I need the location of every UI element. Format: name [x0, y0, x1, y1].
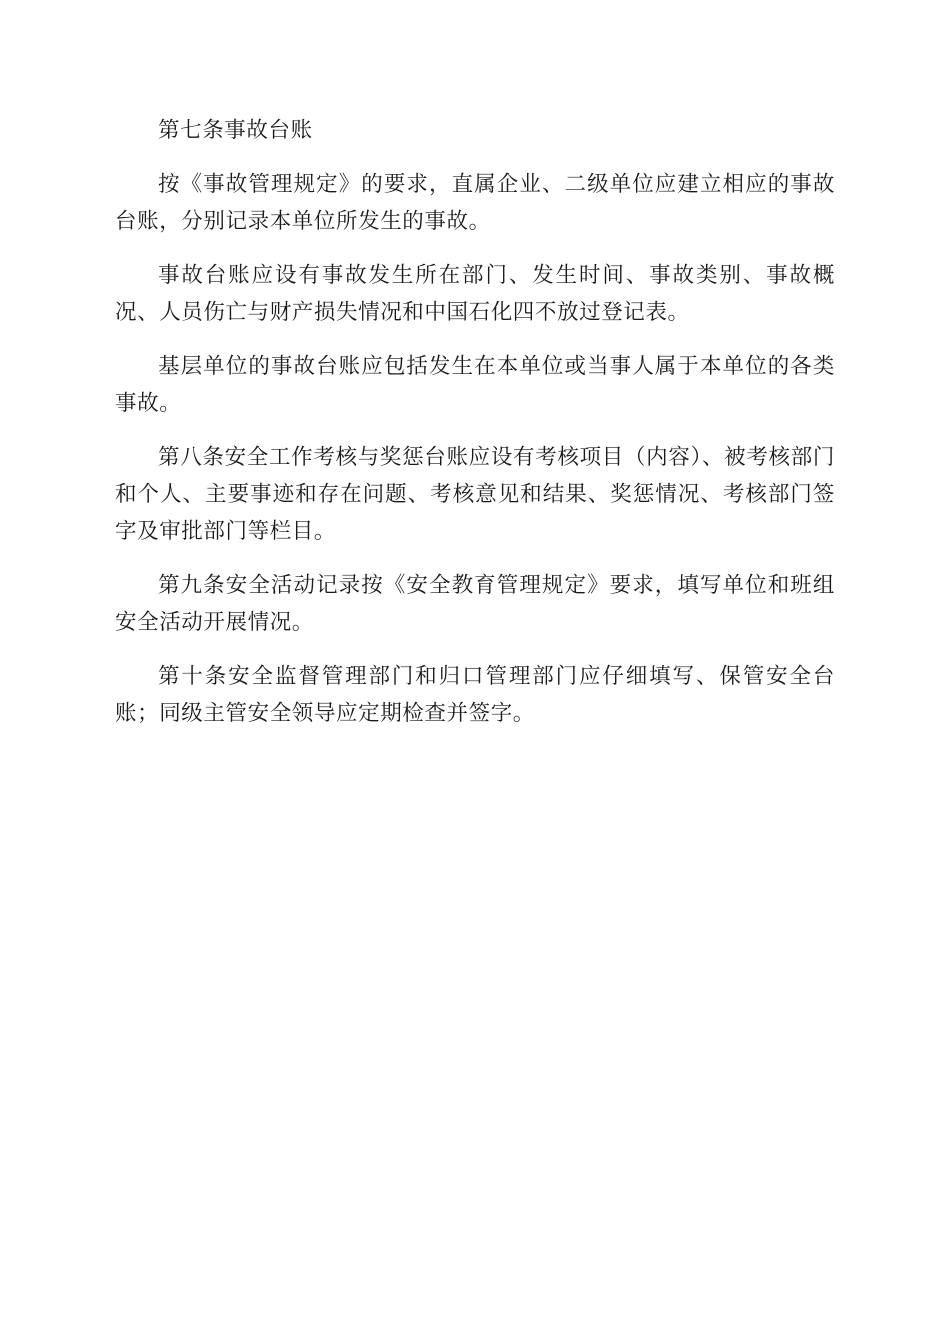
accident-ledger-contents-paragraph: 事故台账应设有事故发生所在部门、发生时间、事故类别、事故概况、人员伤亡与财产损失情况和中国石化四不放过登记表。	[115, 263, 835, 325]
article-7-heading: 第七条事故台账	[158, 118, 313, 143]
article-9-paragraph: 第九条安全活动记录按《安全教育管理规定》要求，填写单位和班组安全活动开展情况。	[115, 573, 835, 635]
article-8-paragraph: 第八条安全工作考核与奖惩台账应设有考核项目（内容）、被考核部门和个人、主要事迹和存在问题、考核意见和结果、奖惩情况、考核部门签字及审批部门等栏目。	[115, 445, 835, 544]
document-body	[115, 112, 835, 749]
grassroots-ledger-paragraph: 基层单位的事故台账应包括发生在本单位或当事人属于本单位的各类事故。	[115, 354, 835, 416]
article-10-paragraph: 第十条安全监督管理部门和归口管理部门应仔细填写、保管安全台账；同级主管安全领导应定期检查并签字。	[115, 664, 835, 726]
accident-ledger-requirement-paragraph: 按《事故管理规定》的要求，直属企业、二级单位应建立相应的事故台账，分别记录本单位所发生的事故。	[115, 172, 835, 234]
